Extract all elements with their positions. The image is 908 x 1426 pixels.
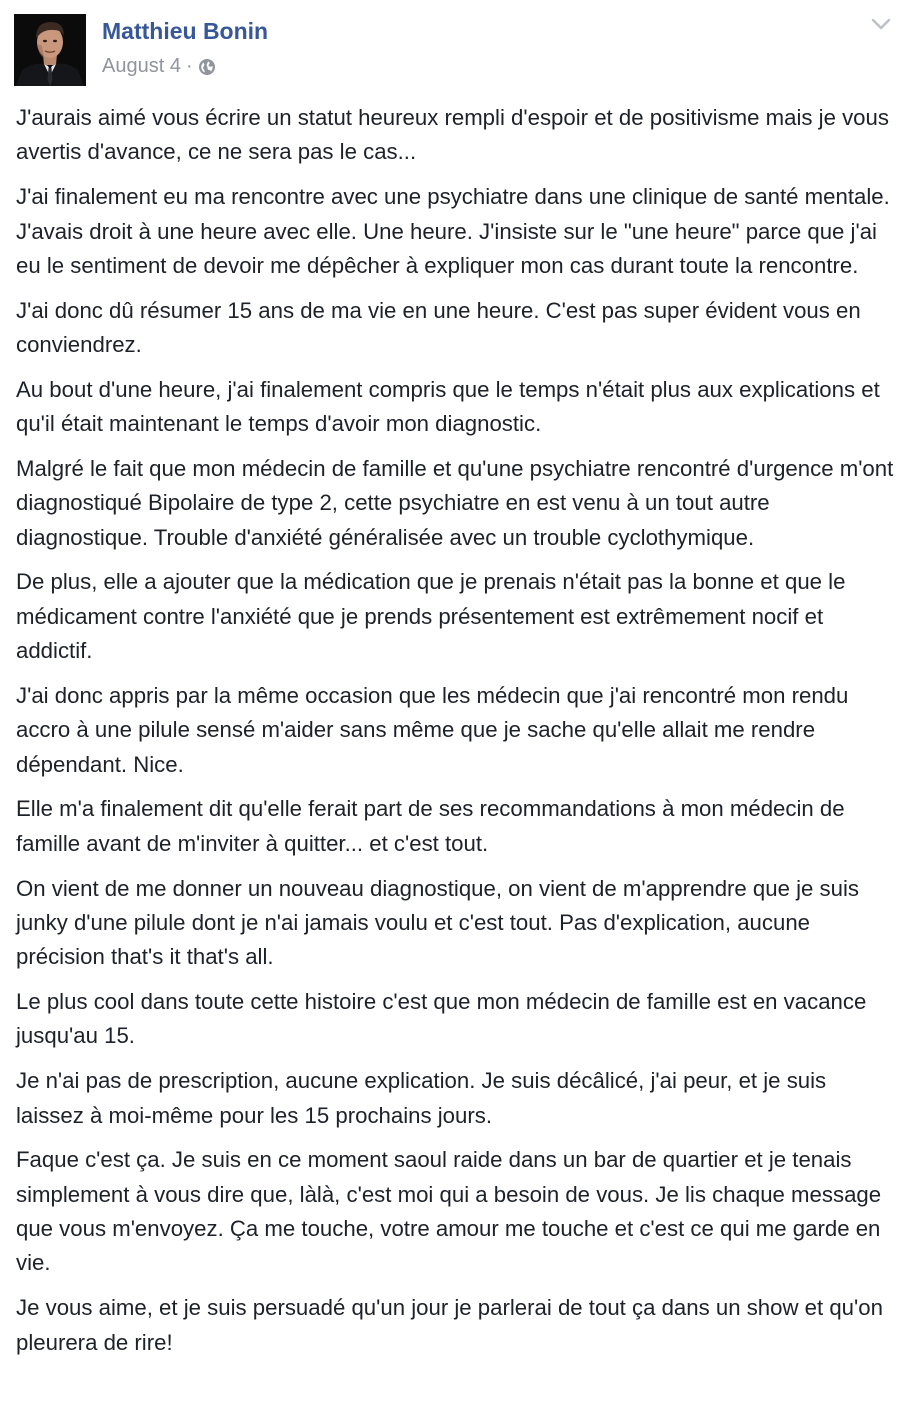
post-paragraph: J'ai finalement eu ma rencontre avec une psychiatre dans une clinique de santé mentale. J'avais droit à une heure avec elle. Une heure. J'insiste sur le "une heure" parce que j'ai eu le sentiment de devoir me dépêcher à expliquer mon cas durant toute la rencontre.: [16, 184, 890, 278]
post-body: [16, 101, 896, 1370]
meta-separator: ·: [185, 55, 193, 77]
post-paragraph: J'ai donc dû résumer 15 ans de ma vie en une heure. C'est pas super évident vous en conviendrez.: [16, 297, 861, 358]
post-paragraph: Faque c'est ça. Je suis en ce moment saoul raide dans un bar de quartier et je tenais simplement à vous dire que, làlà, c'est moi qui a besoin de vous. Je lis chaque message que vous m'envoyez. Ça me touche, votre amour me touche et c'est ce qui me garde en vie.: [16, 1147, 882, 1276]
post-meta: [102, 55, 216, 78]
post-date[interactable]: August 4: [102, 55, 181, 77]
post-paragraph: Au bout d'une heure, j'ai finalement compris que le temps n'était plus aux explications et qu'il était maintenant le temps d'avoir mon diagnostic.: [16, 376, 880, 437]
avatar[interactable]: [14, 14, 86, 86]
post-paragraph: On vient de me donner un nouveau diagnostique, on vient de m'apprendre que je suis junky d'une pilule dont je n'ai jamais voulu et c'est tout. Pas d'explication, aucune précision that's it that's all.: [16, 875, 860, 970]
post-header: [14, 14, 894, 86]
post-paragraph: J'aurais aimé vous écrire un statut heureux rempli d'espoir et de positivisme mais je vous avertis d'avance, ce ne sera pas le cas...: [16, 105, 889, 165]
post-paragraph: Je vous aime, et je suis persuadé qu'un jour je parlerai de tout ça dans un show et qu'on pleurera de rire!: [16, 1295, 883, 1355]
globe-icon[interactable]: [198, 58, 216, 76]
post-paragraph: Malgré le fait que mon médecin de famille et qu'une psychiatre rencontré d'urgence m'ont diagnostiqué Bipolaire de type 2, cette psychiatre en est venu à un tout autre diagnostique. Trouble d'anxiété généralisée avec un trouble cyclothymique.: [16, 455, 894, 550]
post-paragraph: Elle m'a finalement dit qu'elle ferait part de ses recommandations à mon médecin de famille avant de m'inviter à quitter... et c'est tout.: [16, 796, 845, 856]
author-name[interactable]: Matthieu Bonin: [102, 18, 269, 44]
post-paragraph: Je n'ai pas de prescription, aucune explication. Je suis décâlicé, j'ai peur, et je suis laissez à moi-même pour les 15 prochains jours.: [16, 1068, 827, 1128]
chevron-down-icon[interactable]: [870, 16, 892, 32]
post-paragraph: De plus, elle a ajouter que la médication que je prenais n'était pas la bonne et que le médicament contre l'anxiété que je prends présentement est extrêmement nocif et addictif.: [16, 569, 846, 664]
post-paragraph: J'ai donc appris par la même occasion que les médecin que j'ai rencontré mon rendu accro à une pilule sensé m'aider sans même que je sache qu'elle allait me rendre dépendant. Nice.: [16, 682, 849, 777]
post-paragraph: Le plus cool dans toute cette histoire c'est que mon médecin de famille est en vacance jusqu'au 15.: [16, 989, 867, 1049]
